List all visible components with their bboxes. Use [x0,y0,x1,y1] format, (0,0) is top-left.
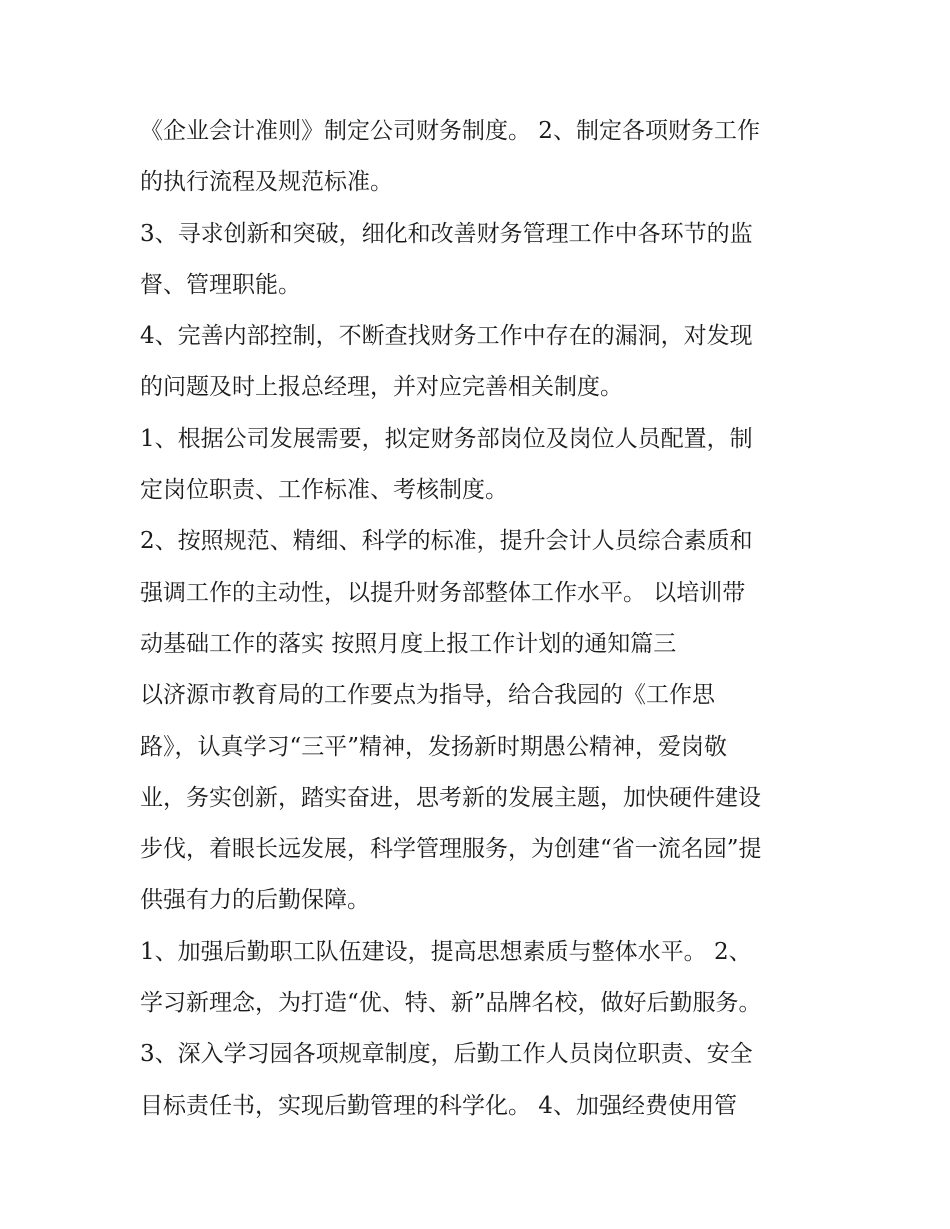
text-line: 定岗位职责、工作标准、考核制度。 [140,477,508,504]
text-line: 路》，认真学习“三平”精神，发扬新时期愚公精神，爱岗敬 [140,733,728,760]
document-body [140,106,830,1132]
text-line: 1、加强后勤职工队伍建设，提高思想素质与整体水平。 2、 [140,938,752,965]
text-line: 业，务实创新，踏实奋进，思考新的发展主题，加快硬件建设 [140,784,761,811]
text-line: 4、完善内部控制，不断查找财务工作中存在的漏洞，对发现 [140,323,753,350]
text-line: 《企业会计准则》制定公司财务制度。 2、制定各项财务工作 [140,118,760,144]
text-line: 3、寻求创新和突破，细化和改善财务管理工作中各环节的监 [140,220,753,247]
text-line: 1、根据公司发展需要，拟定财务部岗位及岗位人员配置，制 [140,425,753,452]
text-line: 3、深入学习园各项规章制度，后勤工作人员岗位职责、安全 [140,1041,753,1068]
text-line: 目标责任书，实现后勤管理的科学化。 4、加强经费使用管 [140,1092,737,1119]
text-line: 供强有力的后勤保障。 [140,887,370,914]
text-line: 的问题及时上报总经理，并对应完善相关制度。 [140,374,623,401]
text-line: 强调工作的主动性，以提升财务部整体工作水平。 以培训带 [140,579,746,606]
text-line: 督、管理职能。 [140,271,301,298]
text-line: 2、按照规范、精细、科学的标准，提升会计人员综合素质和 [140,528,753,555]
text-line: 的执行流程及规范标准。 [140,169,393,196]
text-line: 学习新理念，为打造“优、特、新”品牌名校，做好后勤服务。 [140,990,762,1017]
text-line: 以济源市教育局的工作要点为指导，给合我园的《工作思 [140,682,715,709]
text-line: 步伐，着眼长远发展，科学管理服务，为创建“省一流名园”提 [140,836,762,863]
text-line: 动基础工作的落实 按照月度上报工作计划的通知篇三 [140,630,677,657]
